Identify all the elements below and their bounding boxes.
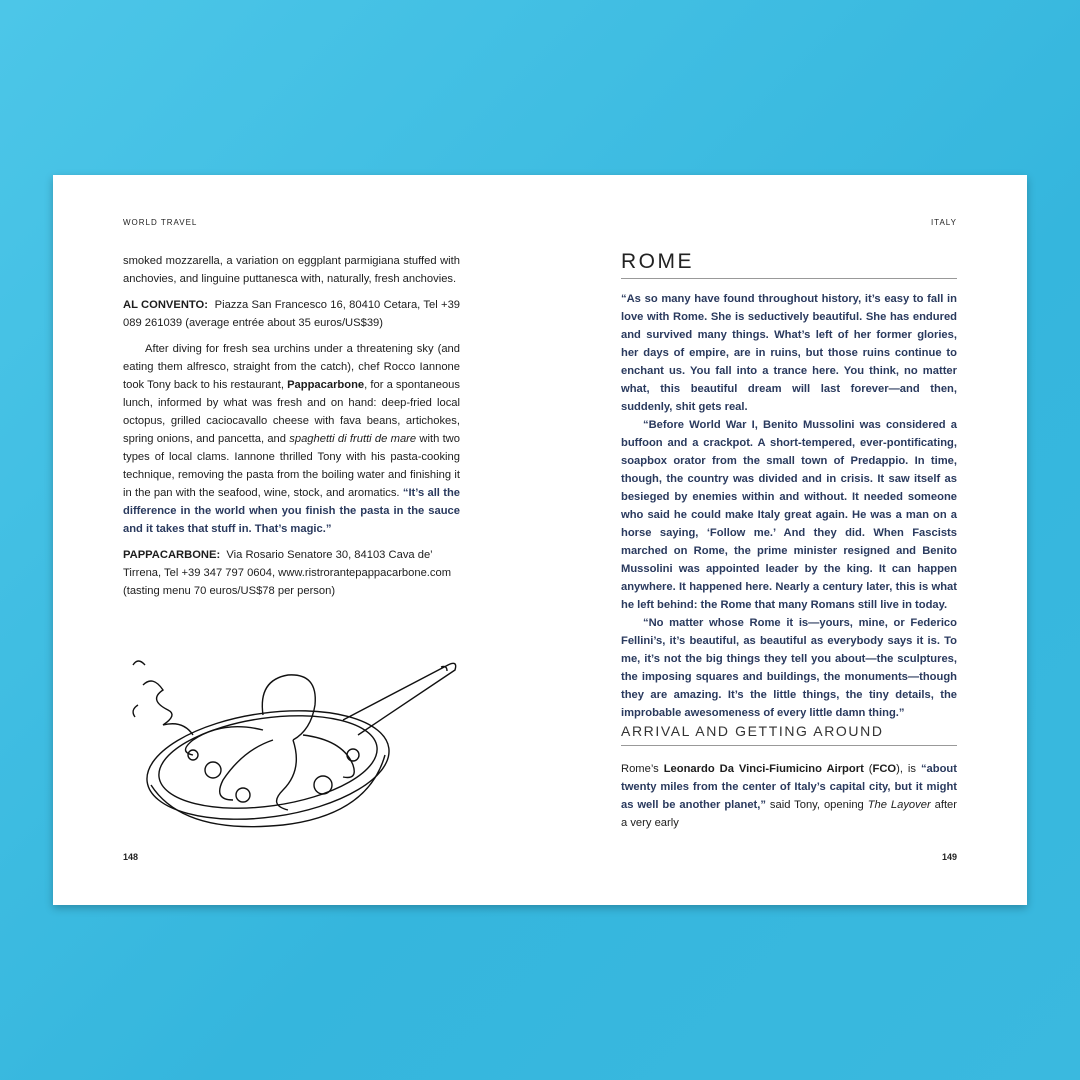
left-page: [53, 175, 540, 905]
section-title-rome: ROME: [621, 250, 957, 279]
page-number: 148: [123, 852, 139, 862]
arrival-text: [621, 760, 957, 832]
page-number: 149: [941, 852, 957, 862]
section-title-arrival: ARRIVAL AND GETTING AROUND: [621, 723, 957, 746]
quote-paragraph: “Before World War I, Benito Mussolini was considered a buffoon and a crackpot. A short-tempered, ever-pontificating, soapbox orator from the small town of Predappio. In time, though, the country was divided and in crisis. It saw itself as besieged by enemies within and without. It needed someone who said he could make Italy great again. He was a man on a horse saying, ‘Follow me.’ And they did. When Fascists marched on Rome, the prime minister resigned and Benito Mussolini was appointed leader by the king. It can happen anywhere. It happened here. Nearly a century later, this is what he left behind: the Rome that many Romans still live in today.: [621, 419, 957, 611]
text: Rome’s: [621, 763, 664, 775]
quote-paragraph: “As so many have found throughout history, it’s easy to fall in love with Rome. She is seductively beautiful. She has endured and survived many things. What’s left of her former glories, her days of empire, are in ruins, but those ruins continue to enchant us. You fall into a trance here. You think, no matter what, this beautiful dream will last forever—and then, suddenly, shit gets real.: [621, 293, 957, 413]
quote: “about twenty miles from the center of Italy’s capital city, but it might as well be another planet,”: [621, 763, 957, 811]
text: said Tony, opening: [765, 799, 868, 811]
octopus-pan-illustration: [123, 645, 463, 835]
listing-name: AL CONVENTO:: [123, 299, 208, 311]
listing-al-convento: [123, 296, 460, 332]
quote-paragraph: “No matter whose Rome it is—yours, mine, or Federico Fellini’s, it’s beautiful, as beautiful as everybody says it is. To me, it’s not the big things they tell you about—the sculptures, the imposing squares and buildings, the monuments—though they are amazing. It’s the little things, the tiny details, the improbable awesomeness of every little damn thing.”: [621, 617, 957, 719]
listing-details: Via Rosario Senatore 30, 84103 Cava de’ Tirrena, Tel +39 347 797 0604, www.ristrorantepappacarbone.com (tasting menu 70 euros/US$78 per person): [123, 549, 452, 597]
airport-name: Leonardo Da Vinci-Fiumicino Airport: [663, 763, 864, 775]
text: (: [863, 763, 873, 775]
airport-code: FCO: [872, 763, 897, 775]
paragraph: [123, 340, 460, 538]
book-spread: [53, 175, 1027, 905]
text: with two types of local clams. Iannone thrilled Tony with his pasta-cooking technique, removing the pasta from the boiling water and finishing it in the pan with the seafood, wine, stock, and aromatics.: [123, 433, 460, 499]
text: ), is: [896, 763, 921, 775]
paragraph: [621, 760, 957, 832]
body-text: [123, 252, 460, 600]
dish-name: spaghetti di frutti de mare: [289, 433, 417, 445]
restaurant-name: Pappacarbone: [287, 379, 365, 391]
listing-details: Piazza San Francesco 16, 80410 Cetara, Tel +39 089 261039 (average entrée about 35 euros/US$39): [123, 299, 461, 329]
text: after a very early: [621, 799, 958, 829]
running-head: ITALY: [930, 218, 957, 227]
text: , for a spontaneous lunch, informed by what was fresh and on hand: deep-fried local octopus, grilled caciocavallo cheese with fava beans, artichokes, spring onions, and pancetta, and: [123, 379, 460, 445]
listing-name: PAPPACARBONE:: [123, 549, 221, 561]
rome-intro-text: [621, 290, 957, 722]
paragraph: smoked mozzarella, a variation on eggplant parmigiana stuffed with anchovies, and linguine puttanesca with, naturally, fresh anchovies.: [123, 255, 460, 285]
text: After diving for fresh sea urchins under a threatening sky (and eating them alfresco, straight from the catch), chef Rocco Iannone took Tony back to his restaurant,: [123, 343, 460, 391]
show-title: The Layover: [867, 799, 931, 811]
listing-pappacarbone: [123, 546, 460, 600]
running-head: WORLD TRAVEL: [123, 218, 198, 227]
right-page: [540, 175, 1027, 905]
quote: “It’s all the difference in the world when you finish the pasta in the sauce and it takes that stuff in. That’s magic.”: [123, 487, 460, 535]
